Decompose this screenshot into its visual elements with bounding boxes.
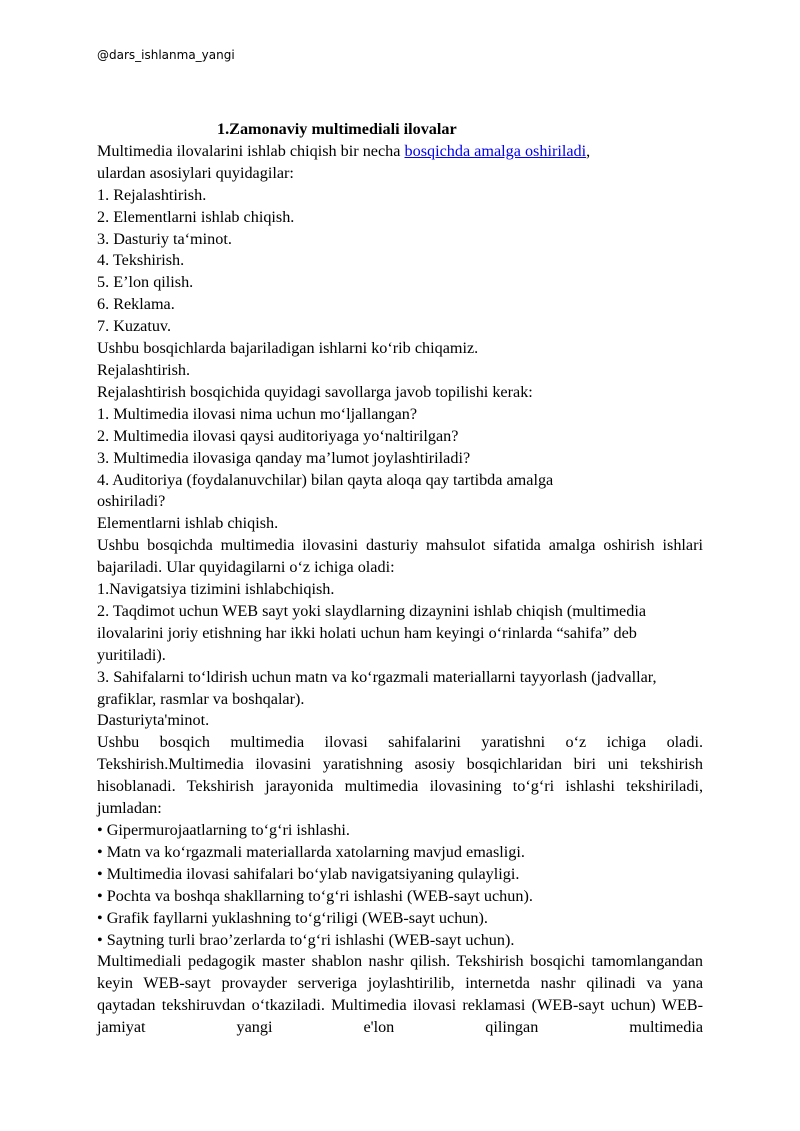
list-item-step-6: 6. Reklama. [97,295,175,314]
list-item-step-5: 5. E’lon qilish. [97,273,194,292]
list-item-materials: 3. Sahifalarni toʻldirish uchun matn va koʻrgazmali materiallarni tayyorlash (jadvallar, grafiklar, rasmlar va boshqalar). [97,667,657,708]
paragraph-planning: Rejalashtirish bosqichida quyidagi savollarga javob topilishi kerak: [97,382,533,401]
bullet-forms: • Pochta va boshqa shakllarning toʻgʻri ishlashi (WEB-sayt uchun). [97,886,533,905]
question-1: 1. Multimedia ilovasi nima uchun moʻljallangan? [97,404,418,423]
question-2: 2. Multimedia ilovasi qaysi auditoriyaga yoʻnaltirilgan? [97,426,459,445]
list-item-step-2: 2. Elementlarni ishlab chiqish. [97,207,295,226]
heading-planning: Rejalashtirish. [97,360,191,379]
question-4-line-2: oshiriladi? [97,492,166,511]
intro-text: Multimedia ilovalarini ishlab chiqish bir necha [97,141,405,160]
document-body [97,119,703,1039]
bullet-browsers: • Saytning turli braoʼzerlarda toʻgʻri ishlashi (WEB-sayt uchun). [97,930,515,949]
list-item-design: 2. Taqdimot uchun WEB sayt yoki slaydlarning dizaynini ishlab chiqish (multimedia ilovalarini joriy etishning har ikki holati uchun ham keyingi oʻrinlarda “sahifa” deb yuritiladi). [97,601,647,664]
paragraph-elements: Ushbu bosqichda multimedia ilovasini dasturiy mahsulot sifatida amalga oshirish ishlari bajariladi. Ular quyidagilarni oʻz ichiga oladi: [97,536,703,577]
bullet-hyperlinks: • Gipermurojaatlarning toʻgʻri ishlashi. [97,821,350,839]
question-3: 3. Multimedia ilovasiga qanday maʼlumot joylashtiriladi? [97,448,471,467]
question-4-line-1: 4. Auditoriya (foydalanuvchilar) bilan qayta aloqa qay tartibda amalga [97,470,554,489]
bullet-graphics: • Grafik fayllarni yuklashning toʻgʻriligi (WEB-sayt uchun). [97,908,488,927]
intro-comma: , [586,141,591,160]
paragraph-publishing: Multimediali pedagogik master shablon nashr qilish. Tekshirish bosqichi tamomlangandan keyin WEB-sayt provayder serveriga joylashtirilib, internetda nashr qilinadi va yana qaytadan tekshiruvdan oʻtkaziladi. Multimedia ilovasi reklamasi (WEB-sayt uchun) WEB-jamiyat yangi e'lon qilingan multimedia [97,952,703,1037]
list-item-step-7: 7. Kuzatuv. [97,317,172,336]
list-item-navigation: 1.Navigatsiya tizimini ishlabchiqish. [97,580,335,599]
intro-paragraph [97,141,703,163]
stages-link[interactable]: bosqichda amalga oshiriladi [404,141,587,160]
heading-elements: Elementlarni ishlab chiqish. [97,514,279,533]
heading-software: Dasturiyta'minot. [97,711,210,730]
bullet-navigation: • Multimedia ilovasi sahifalari boʻylab navigatsiyaning qulayligi. [97,864,520,883]
list-item-step-1: 1. Rejalashtirish. [97,185,207,204]
list-item-step-4: 4. Tekshirish. [97,251,185,270]
page-header: @dars_ishlanma_yangi [97,48,235,62]
document-title: 1.Zamonaviy multimediali ilovalar [217,120,457,138]
paragraph-review: Ushbu bosqichlarda bajariladigan ishlarni koʻrib chiqamiz. [97,339,479,358]
list-item-step-3: 3. Dasturiy taʻminot. [97,229,232,248]
paragraph-software: Ushbu bosqich multimedia ilovasi sahifalarini yaratishni oʻz ichiga oladi. Tekshirish.Multimedia ilovasini yaratishning asosiy bosqichlaridan biri uni tekshirish hisoblanadi. Tekshirish jarayonida multimedia ilovasining toʻgʻri ishlashi tekshiriladi, jumladan: [97,733,703,818]
intro-continuation: ulardan asosiylari quyidagilar: [97,163,294,182]
bullet-errors: • Matn va koʻrgazmali materiallarda xatolarning mavjud emasligi. [97,842,525,861]
